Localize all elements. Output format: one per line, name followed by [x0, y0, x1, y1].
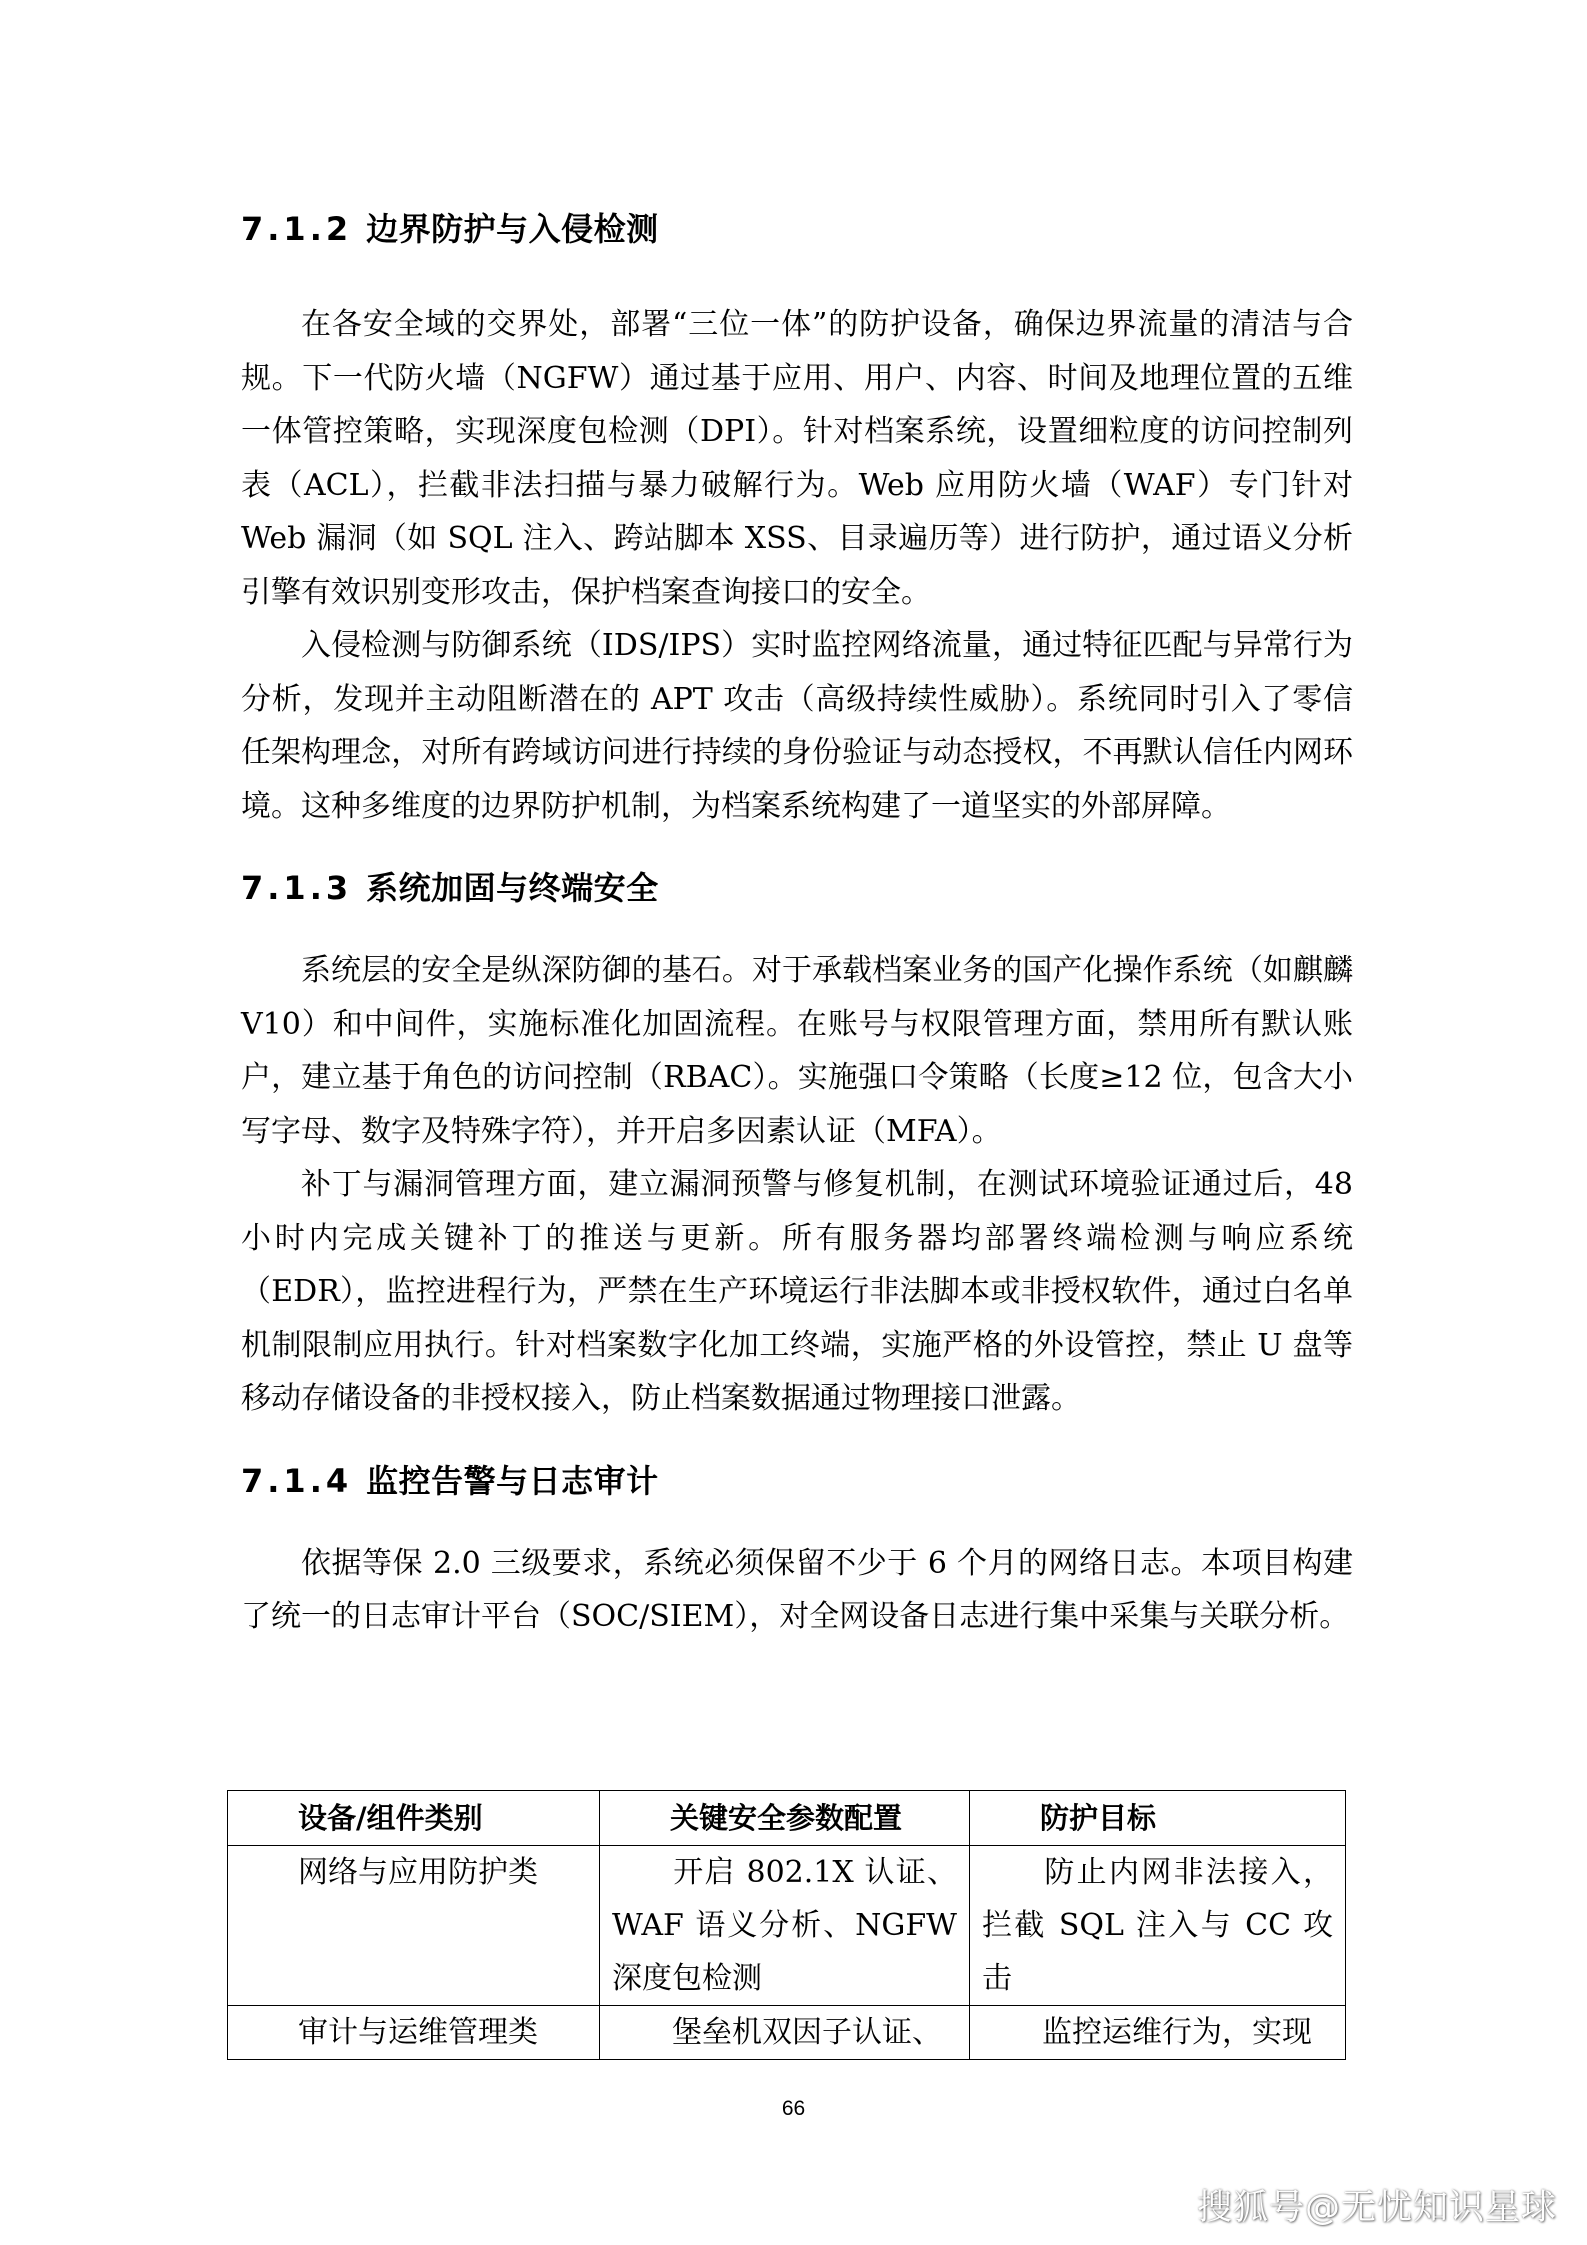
- paragraph: 系统层的安全是纵深防御的基石。对于承载档案业务的国产化操作系统（如麒麟 V10）和中间件，实施标准化加固流程。在账号与权限管理方面，禁用所有默认账户，建立基于角色的访问控制（RBAC）。实施强口令策略（长度≥12 位，包含大小写字母、数字及特殊字符），并开启多因素认证（MFA）。: [241, 953, 1353, 1149]
- paragraph: 依据等保 2.0 三级要求，系统必须保留不少于 6 个月的网络日志。本项目构建了统一的日志审计平台（SOC/SIEM），对全网设备日志进行集中采集与关联分析。: [241, 1545, 1353, 1634]
- table-header-cell: 设备/组件类别: [228, 1791, 600, 1846]
- section-number: 7.1.3: [241, 869, 353, 907]
- security-config-table: [227, 1790, 1346, 2060]
- table-row: [228, 1846, 1346, 2006]
- table-cell-text: 堡垒机双因子认证、: [672, 2015, 942, 2050]
- table-cell: 审计与运维管理类: [228, 2006, 600, 2060]
- table-cell-text: 防止内网非法接入，拦截 SQL 注入与 CC 攻击: [982, 1855, 1333, 1996]
- section-title: 监控告警与日志审计: [366, 1461, 659, 1500]
- table-cell: [970, 2006, 1346, 2060]
- paragraph: 入侵检测与防御系统（IDS/IPS）实时监控网络流量，通过特征匹配与异常行为分析，发现并主动阻断潜在的 APT 攻击（高级持续性威胁）。系统同时引入了零信任架构理念，对所有跨域访问进行持续的身份验证与动态授权，不再默认信任内网环境。这种多维度的边界防护机制，为档案系统构建了一道坚实的外部屏障。: [241, 628, 1353, 824]
- table-cell-text: 开启 802.1X 认证、WAF 语义分析、NGFW 深度包检测: [612, 1855, 957, 1996]
- table-cell-text: 监控运维行为，实现: [1042, 2015, 1312, 2050]
- section-heading-7-1-4: [241, 1458, 1353, 1504]
- section-heading-7-1-3: [241, 865, 1353, 911]
- section-title: 边界防护与入侵检测: [366, 210, 659, 248]
- table-cell: 网络与应用防护类: [228, 1846, 600, 2006]
- page-content: [241, 206, 1353, 1644]
- table-header-cell: 关键安全参数配置: [600, 1791, 970, 1846]
- table-cell: [600, 2006, 970, 2060]
- section-title: 系统加固与终端安全: [366, 869, 659, 907]
- paragraph: 在各安全域的交界处，部署“三位一体”的防护设备，确保边界流量的清洁与合规。下一代防火墙（NGFW）通过基于应用、用户、内容、时间及地理位置的五维一体管控策略，实现深度包检测（DPI）。针对档案系统，设置细粒度的访问控制列表（ACL），拦截非法扫描与暴力破解行为。Web 应用防火墙（WAF）专门针对 Web 漏洞（如 SQL 注入、跨站脚本 XSS、目录遍历等）进行防护，通过语义分析引擎有效识别变形攻击，保护档案查询接口的安全。: [241, 307, 1353, 610]
- table-header-row: [228, 1791, 1346, 1846]
- watermark: 搜狐号@无忧知识星球: [1196, 2188, 1557, 2228]
- table-row: [228, 2006, 1346, 2060]
- table-cell: [600, 1846, 970, 2006]
- paragraph: 补丁与漏洞管理方面，建立漏洞预警与修复机制，在测试环境验证通过后，48 小时内完成关键补丁的推送与更新。所有服务器均部署终端检测与响应系统（EDR），监控进程行为，严禁在生产环境运行非法脚本或非授权软件，通过白名单机制限制应用执行。针对档案数字化加工终端，实施严格的外设管控，禁止 U 盘等移动存储设备的非授权接入，防止档案数据通过物理接口泄露。: [241, 1167, 1353, 1416]
- section-number: 7.1.2: [241, 210, 353, 248]
- section-number: 7.1.4: [241, 1461, 353, 1500]
- section-heading-7-1-2: [241, 206, 1353, 252]
- page-number: 66: [781, 2097, 806, 2120]
- table-cell: [970, 1846, 1346, 2006]
- table-header-cell: 防护目标: [970, 1791, 1346, 1846]
